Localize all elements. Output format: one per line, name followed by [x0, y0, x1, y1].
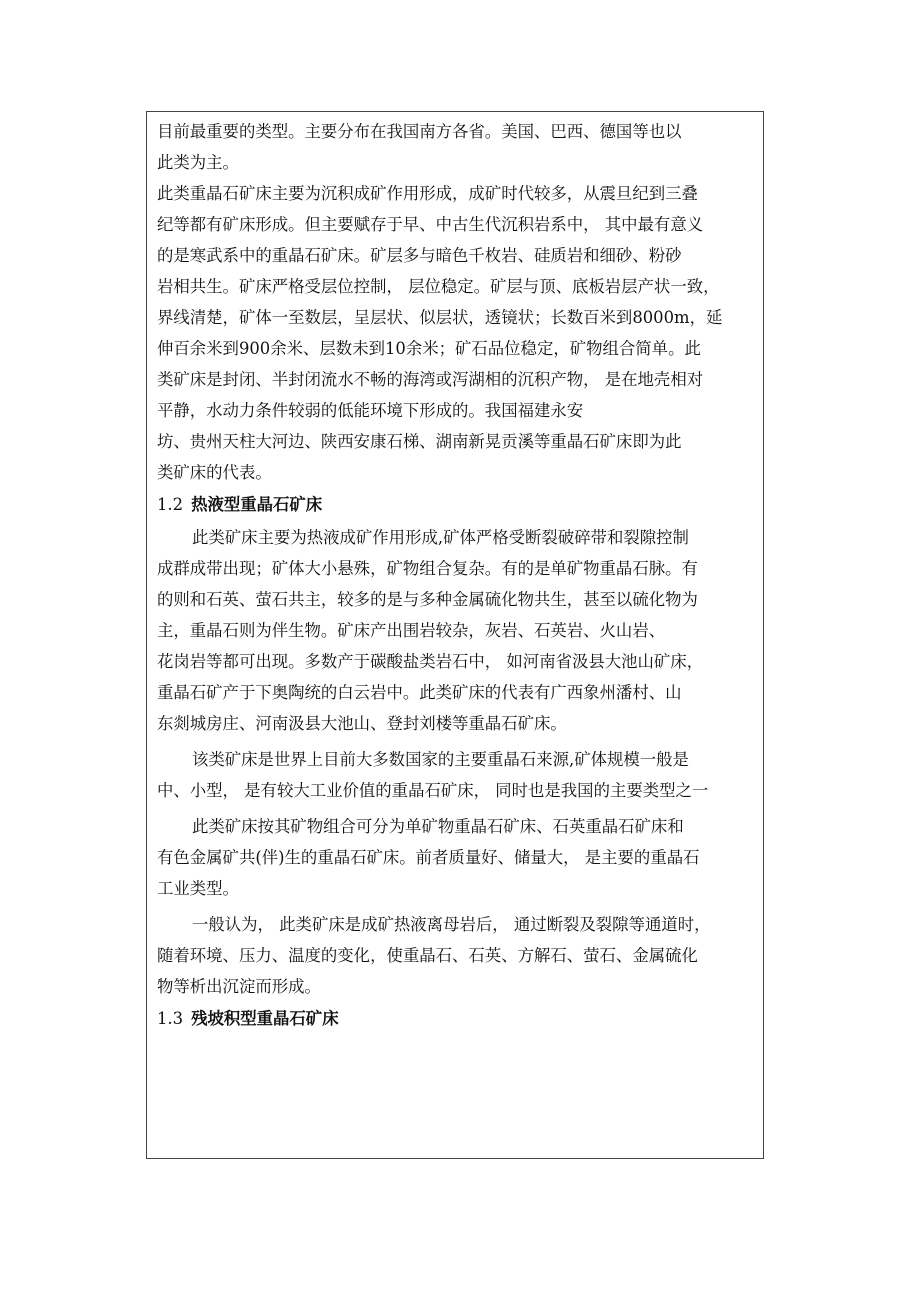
section-heading-1-2 — [157, 488, 757, 522]
text-line: 东剡城房庄、河南汲县大池山、登封刘楼等重晶石矿床。 — [157, 714, 567, 733]
text-line: 此类矿床主要为热液成矿作用形成,矿体严格受断裂破碎带和裂隙控制 — [192, 528, 689, 547]
text-line: 坊、贵州天柱大河边、陕西安康石梯、湖南新晃贡溪等重晶石矿床即为此 — [157, 432, 682, 451]
section-number: 1.2 — [157, 495, 184, 514]
text-line: 纪等都有矿床形成。但主要赋存于早、中古生代沉积岩系中， 其中最有意义 — [157, 215, 704, 234]
text-line: 成群成带出现；矿体大小悬殊，矿物组合复杂。有的是单矿物重晶石脉。有 — [157, 559, 698, 578]
text-line: 此类矿床按其矿物组合可分为单矿物重晶石矿床、石英重晶石矿床和 — [192, 817, 684, 836]
text-line: 中、小型， 是有较大工业价值的重晶石矿床， 同时也是我国的主要类型之一 — [157, 781, 709, 800]
text-line: 伸百余米到900余米、层数未到10余米；矿石品位稳定，矿物组合简单。此 — [157, 339, 701, 358]
text-line: 花岗岩等都可出现。多数产于碳酸盐类岩石中， 如河南省汲县大池山矿床， — [157, 652, 704, 671]
text-line: 重晶石矿产于下奥陶统的白云岩中。此类矿床的代表有广西象州潘村、山 — [157, 683, 682, 702]
section-title: 残坡积型重晶石矿床 — [191, 1009, 339, 1028]
text-line: 物等析出沉淀而形成。 — [157, 977, 321, 996]
text-line: 类矿床的代表。 — [157, 463, 272, 482]
text-line: 此类为主。 — [157, 153, 239, 172]
text-line: 的是寒武系中的重晶石矿床。矿层多与暗色千枚岩、硅质岩和细砂、粉砂 — [157, 246, 682, 265]
section-heading-1-3 — [157, 1002, 757, 1036]
text-line: 此类重晶石矿床主要为沉积成矿作用形成，成矿时代较多，从震旦纪到三叠 — [157, 184, 698, 203]
text-line: 该类矿床是世界上目前大多数国家的主要重晶石来源,矿体规模一般是 — [192, 750, 689, 769]
document-body — [157, 116, 757, 1036]
text-line: 的则和石英、萤石共主，较多的是与多种金属硫化物共生，甚至以硫化物为 — [157, 590, 698, 609]
section-title: 热液型重晶石矿床 — [191, 495, 323, 514]
text-line: 一般认为， 此类矿床是成矿热液离母岩后， 通过断裂及裂隙等通道时， — [192, 915, 711, 934]
section-number: 1.3 — [157, 1009, 184, 1028]
text-line: 有色金属矿共(伴)生的重晶石矿床。前者质量好、储量大， 是主要的重晶石 — [157, 848, 700, 867]
text-line: 平静，水动力条件较弱的低能环境下形成的。我国福建永安 — [157, 401, 584, 420]
text-line: 类矿床是封闭、半封闭流水不畅的海湾或泻湖相的沉积产物， 是在地壳相对 — [157, 370, 704, 389]
text-line: 界线清楚，矿体一至数层，呈层状、似层状，透镜状；长数百米到8000m，延 — [157, 308, 723, 327]
text-line: 工业类型。 — [157, 879, 239, 898]
text-line: 随着环境、压力、温度的变化，使重晶石、石英、方解石、萤石、金属硫化 — [157, 946, 698, 965]
text-line: 目前最重要的类型。主要分布在我国南方各省。美国、巴西、德国等也以 — [157, 122, 682, 141]
text-line: 岩相共生。矿床严格受层位控制， 层位稳定。矿层与顶、底板岩层产状一致， — [157, 277, 720, 296]
text-line: 主，重晶石则为伴生物。矿床产出围岩较杂，灰岩、石英岩、火山岩、 — [157, 621, 666, 640]
document-frame — [146, 111, 764, 1159]
